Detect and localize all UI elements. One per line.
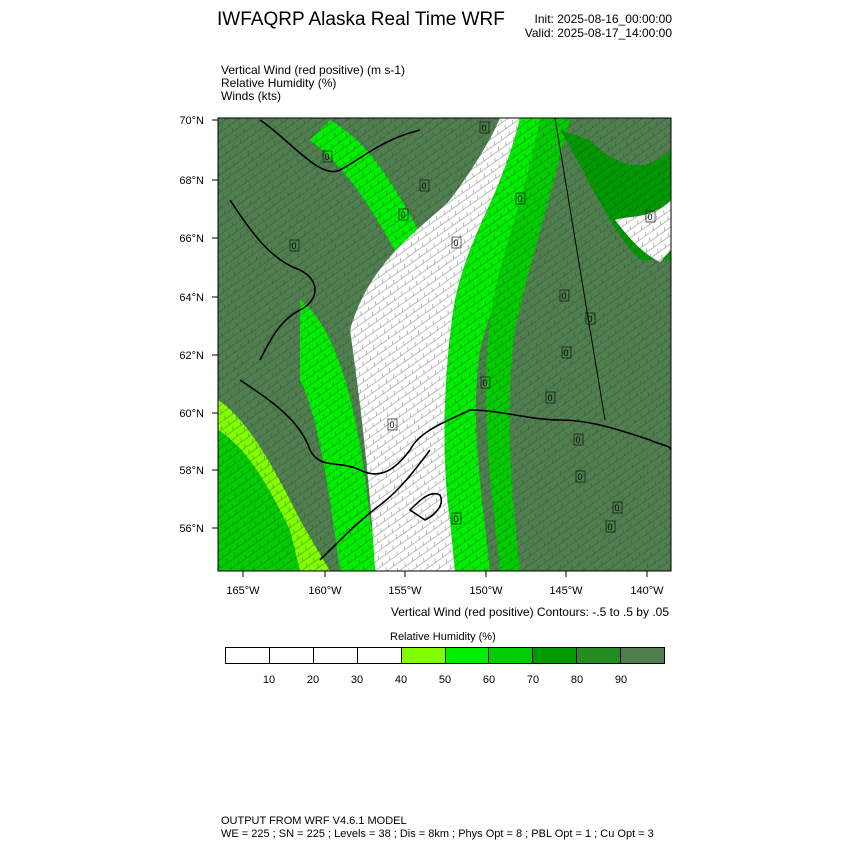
contours-note: Vertical Wind (red positive) Contours: -.5 to .5 by .05	[390, 605, 669, 619]
contour-label: 0	[389, 420, 395, 430]
footer-options: WE = 225 ; SN = 225 ; Levels = 38 ; Dis = 8km ; Phys Opt = 8 ; PBL Opt = 1 ; Cu Opt = 3	[221, 828, 654, 840]
colorbar	[225, 647, 665, 664]
valid-time: Valid: 2025-08-17_14:00:00	[524, 26, 672, 40]
colorbar-swatch	[358, 648, 402, 663]
contour-label: 0	[587, 314, 593, 324]
contour-label: 0	[577, 472, 583, 482]
contour-label: 0	[400, 210, 406, 220]
lat-label: 58°N	[179, 465, 204, 477]
field-winds: Winds (kts)	[221, 89, 281, 103]
contour-label: 0	[647, 212, 653, 222]
colorbar-label: 30	[350, 674, 364, 686]
field-vertical-wind: Vertical Wind (red positive) (m s-1)	[221, 63, 406, 77]
lat-label: 68°N	[179, 175, 204, 187]
colorbar-swatch	[621, 648, 664, 663]
init-time: Init: 2025-08-16_00:00:00	[534, 12, 672, 26]
contour-label: 0	[453, 514, 459, 524]
colorbar-swatch	[533, 648, 577, 663]
contour-label: 0	[421, 181, 427, 191]
colorbar-label: 90	[614, 674, 628, 686]
lat-label: 70°N	[179, 115, 204, 127]
colorbar-label: 40	[394, 674, 408, 686]
longitude-axis	[226, 571, 664, 597]
lat-label: 62°N	[179, 350, 204, 362]
lon-label: 155°W	[388, 585, 422, 597]
colorbar-label: 50	[438, 674, 452, 686]
contour-label: 0	[324, 152, 330, 162]
latitude-axis	[179, 115, 218, 535]
lon-label: 165°W	[226, 585, 260, 597]
contour-label: 0	[563, 348, 569, 358]
colorbar-swatch	[270, 648, 314, 663]
contour-label: 0	[561, 291, 567, 301]
contour-label: 0	[607, 522, 613, 532]
colorbar-swatch	[446, 648, 490, 663]
colorbar-label: 60	[482, 674, 496, 686]
lat-label: 66°N	[179, 233, 204, 245]
contour-label: 0	[482, 378, 488, 388]
contour-label: 0	[614, 503, 620, 513]
contour-label: 0	[517, 194, 523, 204]
lon-label: 150°W	[469, 585, 503, 597]
colorbar-label: 10	[262, 674, 276, 686]
colorbar-label: 70	[526, 674, 540, 686]
colorbar-swatch	[226, 648, 270, 663]
lon-label: 140°W	[630, 585, 664, 597]
colorbar-title: Relative Humidity (%)	[390, 631, 496, 643]
lat-label: 56°N	[179, 523, 204, 535]
contour-label: 0	[547, 393, 553, 403]
contour-label: 0	[453, 238, 459, 248]
colorbar-label: 80	[570, 674, 584, 686]
plot-title: IWFAQRP Alaska Real Time WRF	[217, 9, 505, 30]
contour-label: 0	[575, 435, 581, 445]
footer-model: OUTPUT FROM WRF V4.6.1 MODEL	[221, 815, 407, 827]
contour-label: 0	[481, 123, 487, 133]
contour-label: 0	[291, 241, 297, 251]
colorbar-swatch	[402, 648, 446, 663]
lat-label: 60°N	[179, 408, 204, 420]
lon-label: 145°W	[549, 585, 583, 597]
colorbar-label: 20	[306, 674, 320, 686]
colorbar-swatch	[489, 648, 533, 663]
colorbar-swatch	[577, 648, 621, 663]
lon-label: 160°W	[308, 585, 342, 597]
colorbar-swatch	[314, 648, 358, 663]
lat-label: 64°N	[179, 292, 204, 304]
map-field	[218, 118, 671, 571]
field-relative-humidity: Relative Humidity (%)	[221, 76, 337, 90]
